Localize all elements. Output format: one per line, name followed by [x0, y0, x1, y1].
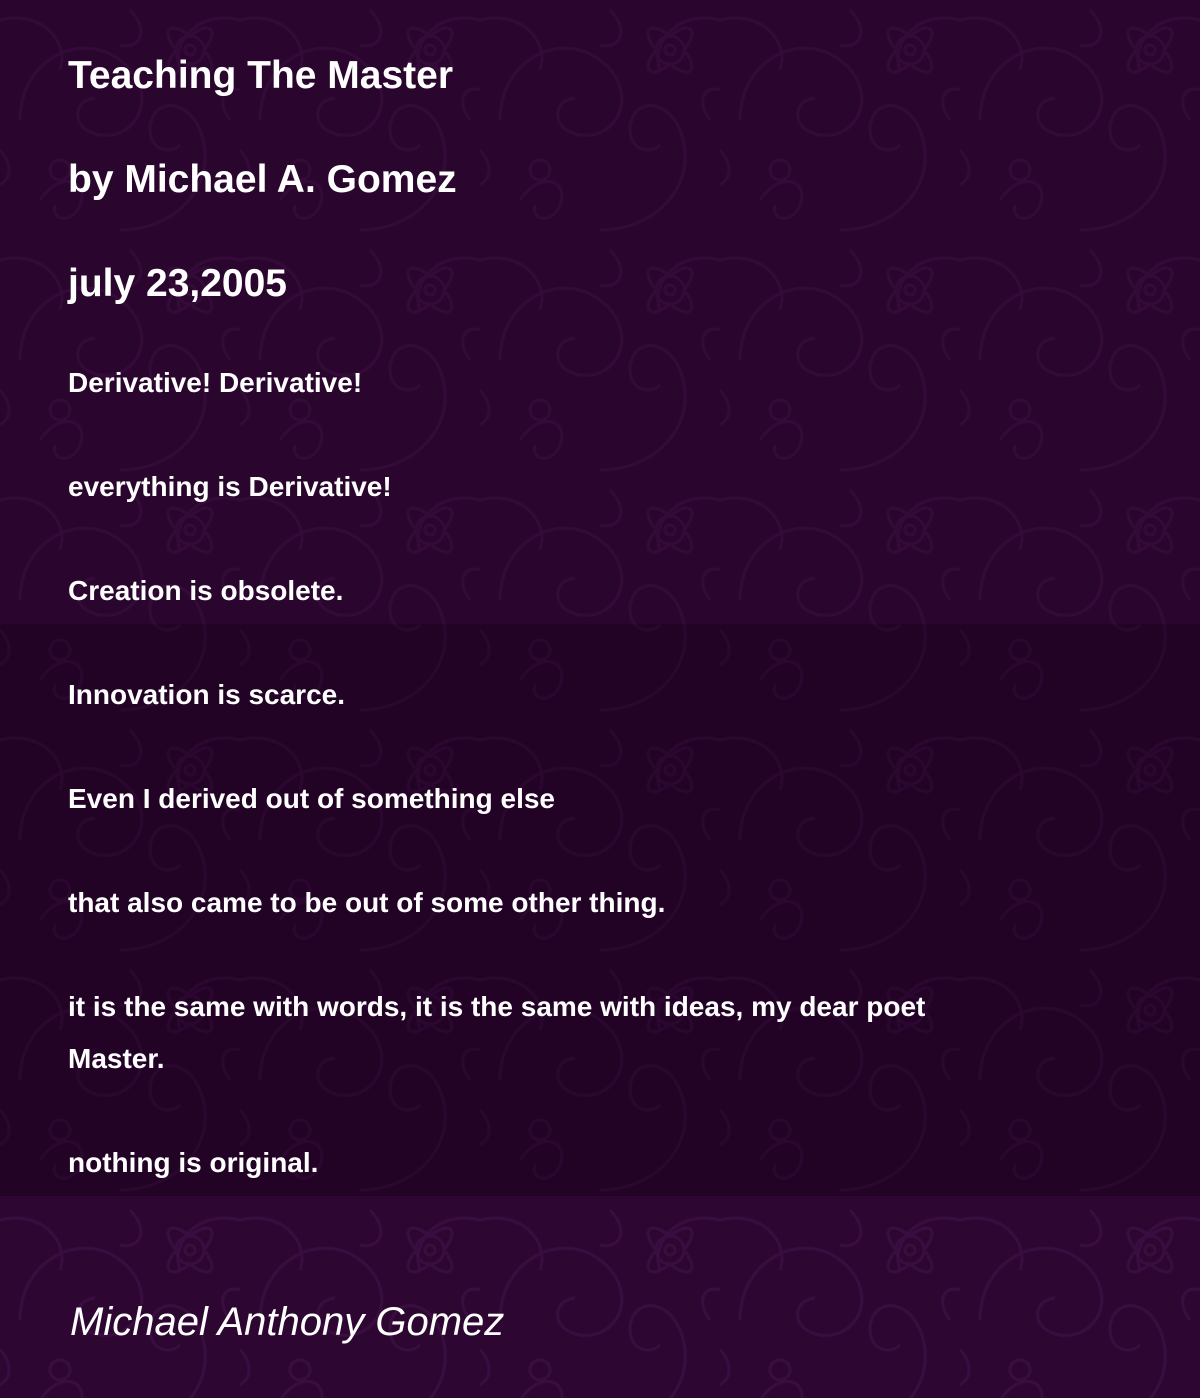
- author-signature: Michael Anthony Gomez: [70, 1300, 505, 1344]
- poem-date: july 23,2005: [68, 262, 287, 305]
- poem-line: it is the same with words, it is the same with ideas, my dear poet Master.: [68, 991, 926, 1074]
- poem-line: Innovation is scarce.: [68, 679, 345, 710]
- background-band-bottom: [0, 1196, 1200, 1398]
- poem-title: Teaching The Master: [68, 54, 454, 97]
- poem-line: Creation is obsolete.: [68, 575, 344, 606]
- poem-line: Derivative! Derivative!: [68, 367, 363, 398]
- poem-line: nothing is original.: [68, 1147, 319, 1178]
- poem-byline: by Michael A. Gomez: [68, 158, 457, 201]
- poem-line: everything is Derivative!: [68, 471, 392, 502]
- poem-line: Even I derived out of something else: [68, 783, 555, 814]
- poem-line: that also came to be out of some other thing.: [68, 887, 666, 918]
